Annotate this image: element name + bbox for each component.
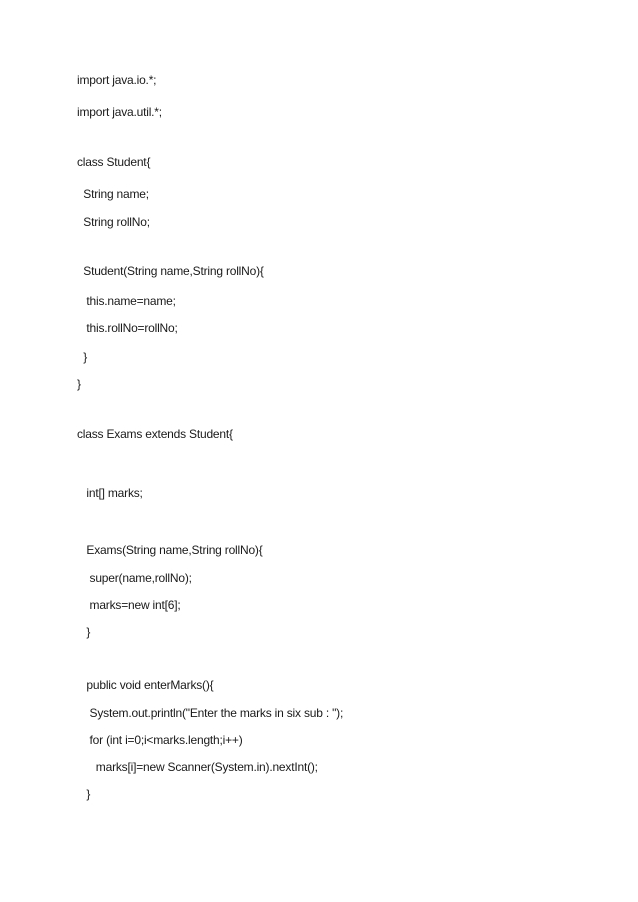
code-line: public void enterMarks(){: [77, 678, 214, 692]
code-line: String name;: [77, 187, 149, 201]
code-line: marks=new int[6];: [77, 598, 181, 612]
code-line: marks[i]=new Scanner(System.in).nextInt();: [77, 760, 318, 774]
code-line: }: [77, 787, 91, 801]
code-line: class Student{: [77, 155, 151, 169]
code-line: }: [77, 350, 88, 364]
code-line: class Exams extends Student{: [77, 427, 233, 441]
code-line: }: [77, 625, 91, 639]
code-line: for (int i=0;i<marks.length;i++): [77, 733, 243, 747]
code-line: Student(String name,String rollNo){: [77, 264, 264, 278]
code-line: import java.util.*;: [77, 105, 162, 119]
code-line: }: [77, 377, 81, 391]
code-line: String rollNo;: [77, 215, 150, 229]
code-line: int[] marks;: [77, 486, 143, 500]
code-line: Exams(String name,String rollNo){: [77, 543, 263, 557]
code-line: super(name,rollNo);: [77, 571, 192, 585]
code-line: this.name=name;: [77, 294, 176, 308]
code-line: import java.io.*;: [77, 73, 157, 87]
code-line: this.rollNo=rollNo;: [77, 321, 178, 335]
code-line: System.out.println("Enter the marks in six sub : ");: [77, 706, 344, 720]
